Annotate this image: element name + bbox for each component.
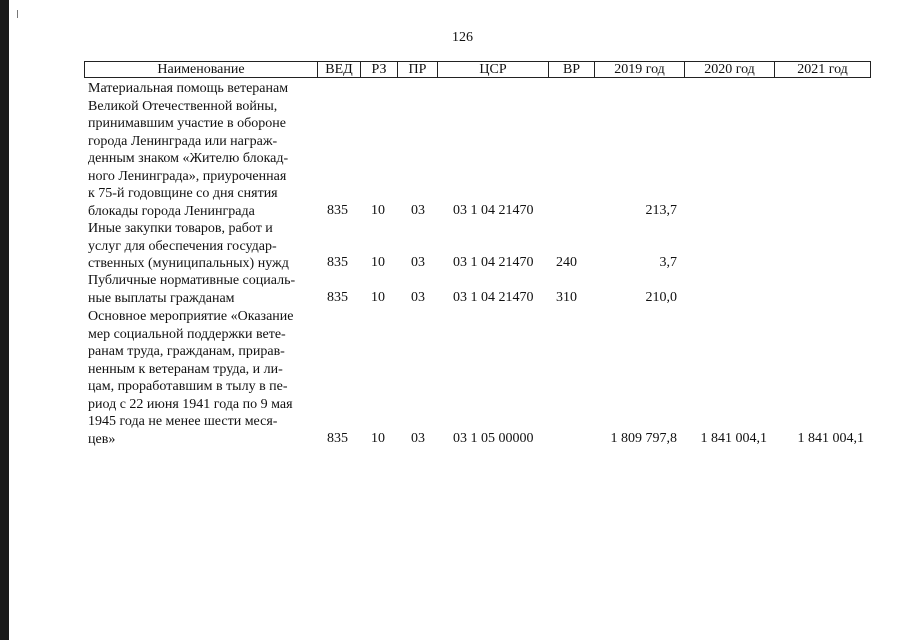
row-name-line: риод с 22 июня 1941 года по 9 мая	[88, 396, 293, 412]
row-ved: 835	[327, 203, 348, 218]
header-rz: РЗ	[360, 61, 398, 78]
row-vr: 310	[556, 290, 577, 305]
row-2021: 1 841 004,1	[797, 431, 864, 446]
row-pr: 03	[411, 290, 425, 305]
header-2019: 2019 год	[594, 61, 685, 78]
row-name-line: ные выплаты гражданам	[88, 290, 235, 306]
row-rz: 10	[371, 203, 385, 218]
row-2019: 3,7	[659, 255, 677, 270]
row-name-line: цев»	[88, 431, 116, 447]
row-name-line: ного Ленинграда», приуроченная	[88, 168, 287, 184]
row-name-line: цам, проработавшим в тылу в пе-	[88, 379, 288, 394]
row-name-line: принимавшим участие в обороне	[88, 116, 286, 131]
row-ved: 835	[327, 255, 348, 270]
row-vr: 240	[556, 255, 577, 270]
row-name-line: ненным к ветеранам труда, и ли-	[88, 361, 283, 377]
row-name-line: услуг для обеспечения государ-	[88, 238, 277, 254]
row-name-line: мер социальной поддержки вете-	[88, 326, 286, 342]
row-name-line: Публичные нормативные социаль-	[88, 273, 296, 288]
row-2019: 1 809 797,8	[610, 431, 677, 446]
row-name-line: 1945 года не менее шести меся-	[88, 414, 278, 429]
header-pr: ПР	[397, 61, 438, 78]
row-name-line: к 75-й годовщине со дня снятия	[88, 186, 278, 201]
row-2019: 213,7	[645, 203, 677, 218]
row-name-line: блокады города Ленинграда	[88, 203, 255, 219]
row-csr: 03 1 05 00000	[453, 431, 534, 446]
row-name-line: денным знаком «Жителю блокад-	[88, 151, 289, 166]
header-csr: ЦСР	[437, 61, 549, 78]
header-2020: 2020 год	[684, 61, 775, 78]
row-rz: 10	[371, 431, 385, 446]
row-name-line: ранам труда, гражданам, прирав-	[88, 344, 285, 359]
row-ved: 835	[327, 431, 348, 446]
row-pr: 03	[411, 431, 425, 446]
row-2019: 210,0	[645, 290, 677, 305]
header-vr: ВР	[548, 61, 595, 78]
row-name-line: Основное мероприятие «Оказание	[88, 309, 294, 324]
page-number: 126	[452, 30, 473, 45]
header-2021: 2021 год	[774, 61, 871, 78]
row-name-line: ственных (муниципальных) нужд	[88, 256, 289, 271]
row-rz: 10	[371, 290, 385, 305]
row-rz: 10	[371, 255, 385, 270]
row-csr: 03 1 04 21470	[453, 255, 534, 270]
row-pr: 03	[411, 203, 425, 218]
header-ved: ВЕД	[317, 61, 361, 78]
row-name-line: города Ленинграда или награж-	[88, 133, 278, 149]
row-ved: 835	[327, 290, 348, 305]
scan-mark	[17, 10, 18, 18]
row-name-line: Материальная помощь ветеранам	[88, 81, 289, 96]
row-2020: 1 841 004,1	[700, 431, 767, 446]
row-pr: 03	[411, 255, 425, 270]
row-name-line: Иные закупки товаров, работ и	[88, 221, 273, 236]
header-name: Наименование	[84, 61, 318, 78]
row-name-line: Великой Отечественной войны,	[88, 98, 278, 114]
row-csr: 03 1 04 21470	[453, 290, 534, 305]
row-csr: 03 1 04 21470	[453, 203, 534, 218]
scan-border	[0, 0, 9, 640]
